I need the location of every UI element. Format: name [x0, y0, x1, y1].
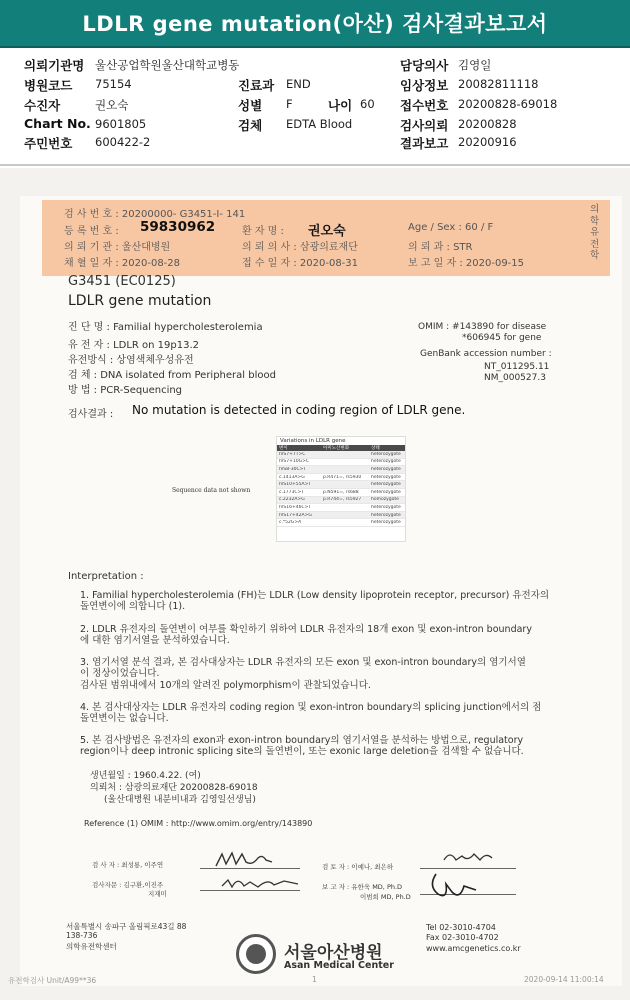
table-row	[277, 481, 405, 489]
specimen-label: 검체	[238, 118, 263, 133]
report-header-band	[42, 200, 610, 276]
clinical-value: 20082811118	[458, 77, 539, 91]
omim-gene: *606945 for gene	[462, 333, 542, 343]
table-cell: IVS7+10G>C	[279, 459, 310, 465]
table-cell: p.R471=, rs5930	[323, 474, 362, 480]
receive-date: 접 수 일 자 : 2020-08-31	[242, 258, 359, 269]
address-3: 의학유전학센터	[66, 942, 117, 951]
report-date: 보 고 일 자 : 2020-09-15	[408, 258, 525, 269]
status-col: 상태	[371, 446, 380, 451]
examinee-label: 수진자	[24, 98, 61, 113]
variant-col: 변이	[279, 446, 288, 451]
resident-label: 주민번호	[24, 136, 73, 151]
table-cell: IVS7+7T>C	[279, 451, 306, 457]
table-cell: heterozygote	[371, 512, 401, 518]
chart-value: 9601805	[95, 117, 147, 131]
examiner: 검 사 자 : 최성룡, 이주연	[92, 861, 164, 869]
table-cell: heterozygote	[371, 474, 401, 480]
receipt-label: 접수번호	[400, 98, 449, 113]
dept-value: END	[286, 77, 311, 91]
para-2b: 에 대한 염기서열을 분석하였습니다.	[80, 635, 230, 646]
footer-timestamp: 2020-09-14 11:00:14	[524, 975, 604, 984]
footer-page: 1	[312, 975, 317, 984]
report-value: 20200916	[458, 135, 517, 149]
para-3c: 검사된 범위내에서 10개의 알려진 polymorphism이 관찰되었습니다.	[80, 680, 371, 691]
req-inst: 의 뢰 기 관 : 울산대병원	[64, 242, 171, 253]
table-row	[277, 466, 405, 474]
table-cell: c.1413A>G	[279, 474, 305, 480]
omim-disease: OMIM : #143890 for disease	[418, 322, 547, 332]
reporter-signature	[424, 870, 484, 904]
tel: Tel 02-3010-4704	[426, 923, 496, 932]
interpretation-label: Interpretation :	[68, 571, 144, 582]
exam-no: 검 사 번 호 : 20200000- G3451-I- 141	[64, 209, 246, 220]
result-label: 검사결과 :	[68, 409, 114, 420]
variant-table-header	[277, 445, 405, 451]
age-label: 나이	[328, 98, 353, 113]
table-cell: heterozygote	[371, 520, 401, 526]
method: 방 법 : PCR-Sequencing	[68, 385, 183, 396]
resident-value: 600422-2	[95, 135, 151, 149]
variant-table	[276, 436, 406, 542]
table-cell: heterozygote	[371, 451, 401, 457]
report-label: 결과보고	[400, 136, 449, 151]
table-cell: p.R744=, rs5927	[323, 497, 362, 503]
clinical-label: 임상정보	[400, 78, 449, 93]
para-3a: 3. 염기서열 분석 결과, 본 검사대상자는 LDLR 유전자의 모든 exon 및 exon-intron boundary의 염기서열	[80, 657, 526, 668]
sequence-note: Sequence data not shown	[172, 487, 251, 494]
reg-no: 59830962	[140, 219, 216, 235]
genbank-2: NM_000527.3	[484, 373, 546, 383]
hospital-name-kr: 서울아산병원	[284, 943, 383, 963]
inheritance: 유전방식 : 상염색체우성유전	[68, 355, 194, 366]
table-cell: IVS17+42A>G	[279, 512, 312, 518]
table-cell: p.N591=, rs688	[323, 489, 359, 495]
para-1b: 돌연변이에 의합니다 (1).	[80, 601, 186, 612]
req-dept: 의 뢰 과 : STR	[408, 242, 473, 253]
req-doc: 의 뢰 의 사 : 삼광의료재단	[242, 242, 358, 253]
request-value: 20200828	[458, 117, 517, 131]
para-4b: 돌연변이는 없습니다.	[80, 713, 169, 724]
reg-no-label: 등 록 번 호 :	[64, 226, 119, 237]
reporter: 보 고 자 : 유한욱 MD, Ph.D	[322, 883, 403, 891]
reporter-2: 이범희 MD, Ph.D	[360, 893, 411, 901]
reviewer: 검 토 자 : 이예나, 최은하	[322, 863, 394, 871]
sex-value: F	[286, 97, 293, 111]
sex-label: 성별	[238, 98, 263, 113]
patient-name: 권오숙	[308, 224, 346, 239]
side-label: 의 학 유 전 학	[590, 204, 600, 261]
doctor-label: 담당의사	[400, 58, 449, 73]
table-cell: heterozygote	[371, 489, 401, 495]
birth-date: 생년월일 : 1960.4.22. (여)	[90, 771, 201, 781]
variant-table-body	[277, 451, 405, 527]
test-name: LDLR gene mutation	[68, 293, 212, 309]
receipt-value: 20200828-69018	[458, 97, 558, 111]
gene: 유 전 자 : LDLR on 19p13.2	[68, 340, 200, 351]
age-value: 60	[360, 97, 375, 111]
footer-unit: 유전학검사 Unit/A99**36	[8, 976, 97, 985]
dept-label: 진료과	[238, 78, 275, 93]
table-cell: heterozygote	[371, 459, 401, 465]
report-title: LDLR gene mutation(아산) 검사결과보고서	[82, 12, 548, 36]
table-row	[277, 459, 405, 467]
advisor-2: 지재미	[148, 890, 167, 898]
para-5b: region이나 deep intronic splicing site의 돌연변이, 또는 exonic large deletion을 검색할 수 없습니다.	[80, 746, 524, 757]
table-row	[277, 504, 405, 512]
table-cell: c.2232A>G	[279, 497, 305, 503]
reviewer-signature	[440, 848, 500, 868]
address-2: 138-736	[66, 931, 98, 940]
reviewer-line	[420, 868, 516, 869]
fax: Fax 02-3010-4702	[426, 933, 499, 942]
request-org: 의뢰처 : 삼광의료재단 20200828-69018	[90, 783, 258, 793]
genbank-label: GenBank accession number :	[420, 349, 552, 359]
reference: Reference (1) OMIM : http://www.omim.org/entry/143890	[84, 819, 313, 828]
request-org-2: (울산대병원 내분비내과 김영일선생님)	[104, 795, 256, 805]
doctor-value: 김영일	[458, 58, 492, 72]
table-cell: IVS10+55A>T	[279, 482, 312, 488]
patient-info	[0, 52, 630, 164]
para-4a: 4. 본 검사대상자는 LDLR 유전자의 coding region 및 exon-intron boundary의 splicing junction에서의 점	[80, 702, 542, 713]
patient-name-label: 환 자 명 :	[242, 226, 284, 237]
chart-label: Chart No.	[24, 116, 91, 131]
table-cell: IVS16+46C>T	[279, 504, 312, 510]
aa-change-col: 아미노산변화	[323, 446, 350, 451]
age-sex: Age / Sex : 60 / F	[408, 222, 494, 233]
para-5a: 5. 본 검사방법은 유전자의 exon과 exon-intron boundary의 염기서열을 분석하는 방법으로, regulatory	[80, 735, 524, 746]
table-cell: heterozygote	[371, 504, 401, 510]
table-cell: heterozygote	[371, 482, 401, 488]
specimen-value: EDTA Blood	[286, 117, 353, 131]
table-cell: IVS8-30C>T	[279, 466, 307, 472]
table-row	[277, 451, 405, 459]
diagnosis: 진 단 명 : Familial hypercholesterolemia	[68, 322, 263, 333]
advisor-signature	[218, 872, 308, 892]
para-2a: 2. LDLR 유전자의 돌연변이 여부를 확인하기 위하여 LDLR 유전자의 18개 exon 및 exon-intron boundary	[80, 624, 532, 635]
institution-value: 울산공업학원울산대학교병동	[95, 58, 240, 72]
variant-table-title: Variations in LDLR gene	[280, 438, 346, 444]
specimen: 검 체 : DNA isolated from Peripheral blood	[68, 370, 276, 381]
result-text: No mutation is detected in coding region of LDLR gene.	[132, 403, 466, 417]
table-cell: homozygote	[371, 497, 399, 503]
para-3b: 이 정상이었습니다.	[80, 668, 160, 679]
examinee-value: 권오숙	[95, 98, 129, 112]
hospital-code-value: 75154	[95, 77, 132, 91]
divider	[0, 164, 630, 166]
table-row	[277, 474, 405, 482]
hospital-name-en: Asan Medical Center	[284, 960, 394, 971]
institution-label: 의뢰기관명	[24, 58, 85, 73]
asan-logo-icon	[236, 934, 276, 974]
para-1a: 1. Familial hypercholesterolemia (FH)는 LDLR (Low density lipoprotein receptor, precursor) 유전자의	[80, 590, 550, 601]
table-row	[277, 489, 405, 497]
address-1: 서울특별시 송파구 올림픽로43길 88	[66, 922, 187, 931]
table-row	[277, 512, 405, 520]
table-cell: heterozygote	[371, 466, 401, 472]
table-row	[277, 497, 405, 505]
hospital-code-label: 병원코드	[24, 78, 73, 93]
table-row	[277, 519, 405, 527]
test-code: G3451 (EC0125)	[68, 274, 176, 289]
table-cell: c.1773C>T	[279, 489, 305, 495]
website: www.amcgenetics.co.kr	[426, 944, 521, 953]
examiner-signature	[212, 848, 282, 870]
request-label: 검사의뢰	[400, 118, 449, 133]
report-title-bar	[0, 0, 630, 48]
genbank-1: NT_011295.11	[484, 362, 550, 372]
advisor: 검사자문 : 김구환,이진주	[92, 881, 164, 889]
table-cell: c.*52G>A	[279, 520, 302, 526]
collect-date: 채 혈 일 자 : 2020-08-28	[64, 258, 181, 269]
